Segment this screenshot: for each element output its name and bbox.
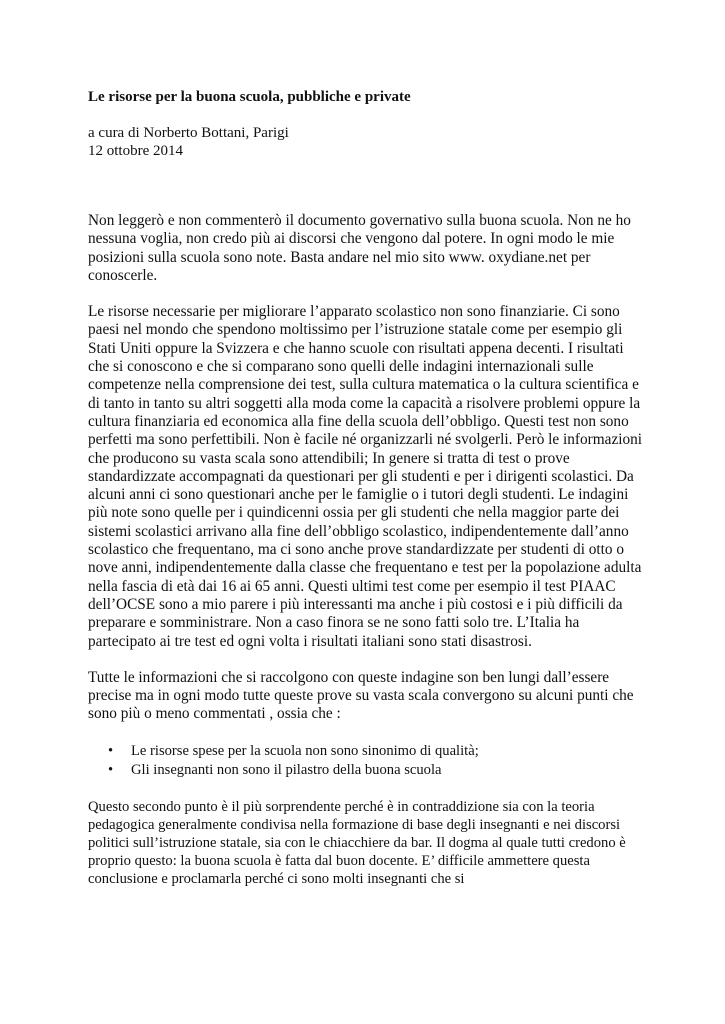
paragraph-intro: Non leggerò e non commenterò il documento governativo sulla buona scuola. Non ne ho nessuna voglia, non credo più ai discorsi che vengono dal potere. In ogni modo le mie posizioni sulla scuola sono note. Basta andare nel mio sito www. oxydiane.net per conoscerle.	[88, 212, 631, 284]
list-item-text: Gli insegnanti non sono il pilastro della buona scuola	[131, 761, 442, 778]
paragraph-resources: Le risorse necessarie per migliorare l’apparato scolastico non sono finanziarie. Ci sono paesi nel mondo che spendono moltissimo per l’istruzione statale come per esempio gli Stati Uniti oppure la Svizzera e che hanno scuole con risultati appena decenti. I risultati che si conoscono e che si comparano sono quelli delle indagini internazionali sulle competenze nella comprensione dei test, sulla cultura matematica o la cultura scientifica e di tanto in tanto su altri soggetti alla moda come la capacità a risolvere problemi oppure la cultura finanziaria ed economica alla fine della scuola dell’obbligo. Questi test non sono perfetti ma sono perfettibili. Non è facile né organizzarli né svolgerli. Però le informazioni che producono su vasta scala sono attendibili; In genere si tratta di test o prove standardizzate accompagnati da questionari per gli studenti e per i dirigenti scolastici. Da alcuni anni ci sono questionari anche per le famiglie o i tutori degli studenti. Le indagini più note sono quelle per i quindicenni ossia per gli studenti che nella maggior parte dei sistemi scolastici arrivano alla fine dell’obbligo scolastico, indipendentemente dall’anno scolastico che frequentano, ma ci sono anche prove standardizzate per studenti di otto o nove anni, indipendentemente dalla classe che frequentano e test per la popolazione adulta nella fascia di età dai 16 ai 65 anni. Questi ultimi test come per esempio il test PIAAC dell’OCSE sono a mio parere i più interessanti ma anche i più costosi e i più difficili da preparare e somministrare. Non a caso finora se ne sono fatti solo tre. L’Italia ha partecipato ai tre test ed ogni volta i risultati italiani sono stati disastrosi.	[88, 303, 643, 650]
paragraph-findings: Tutte le informazioni che si raccolgono con queste indagine son ben lungi dall’essere precise ma in ogni modo tutte queste prove su vasta scala convergono su alcuni punti che sono più o meno commentati , ossia che :	[88, 668, 634, 723]
list-item	[88, 761, 648, 780]
findings-list	[88, 742, 648, 780]
list-item	[88, 742, 648, 761]
date-line: 12 ottobre 2014	[88, 143, 183, 159]
paragraph-closing: Questo secondo punto è il più sorprendente perché è in contraddizione sia con la teoria pedagogica generalmente condivisa nella formazione di base degli insegnanti e nei discorsi politici sull’istruzione statale, sia con le chiacchiere da bar. Il dogma al quale tutti credono è proprio questo: la buona scuola è fatta dal buon docente. E’ difficile ammettere questa conclusione e proclamarla perché ci sono molti insegnanti che si	[88, 798, 626, 887]
bullet-icon: •	[108, 742, 114, 759]
document-title: Le risorse per la buona scuola, pubbliche e private	[88, 89, 411, 105]
bullet-icon: •	[108, 761, 114, 778]
header-spacer	[88, 160, 648, 212]
author-line: a cura di Norberto Bottani, Parigi	[88, 125, 289, 141]
document-page	[88, 88, 648, 888]
list-item-text: Le risorse spese per la scuola non sono sinonimo di qualità;	[131, 742, 479, 759]
